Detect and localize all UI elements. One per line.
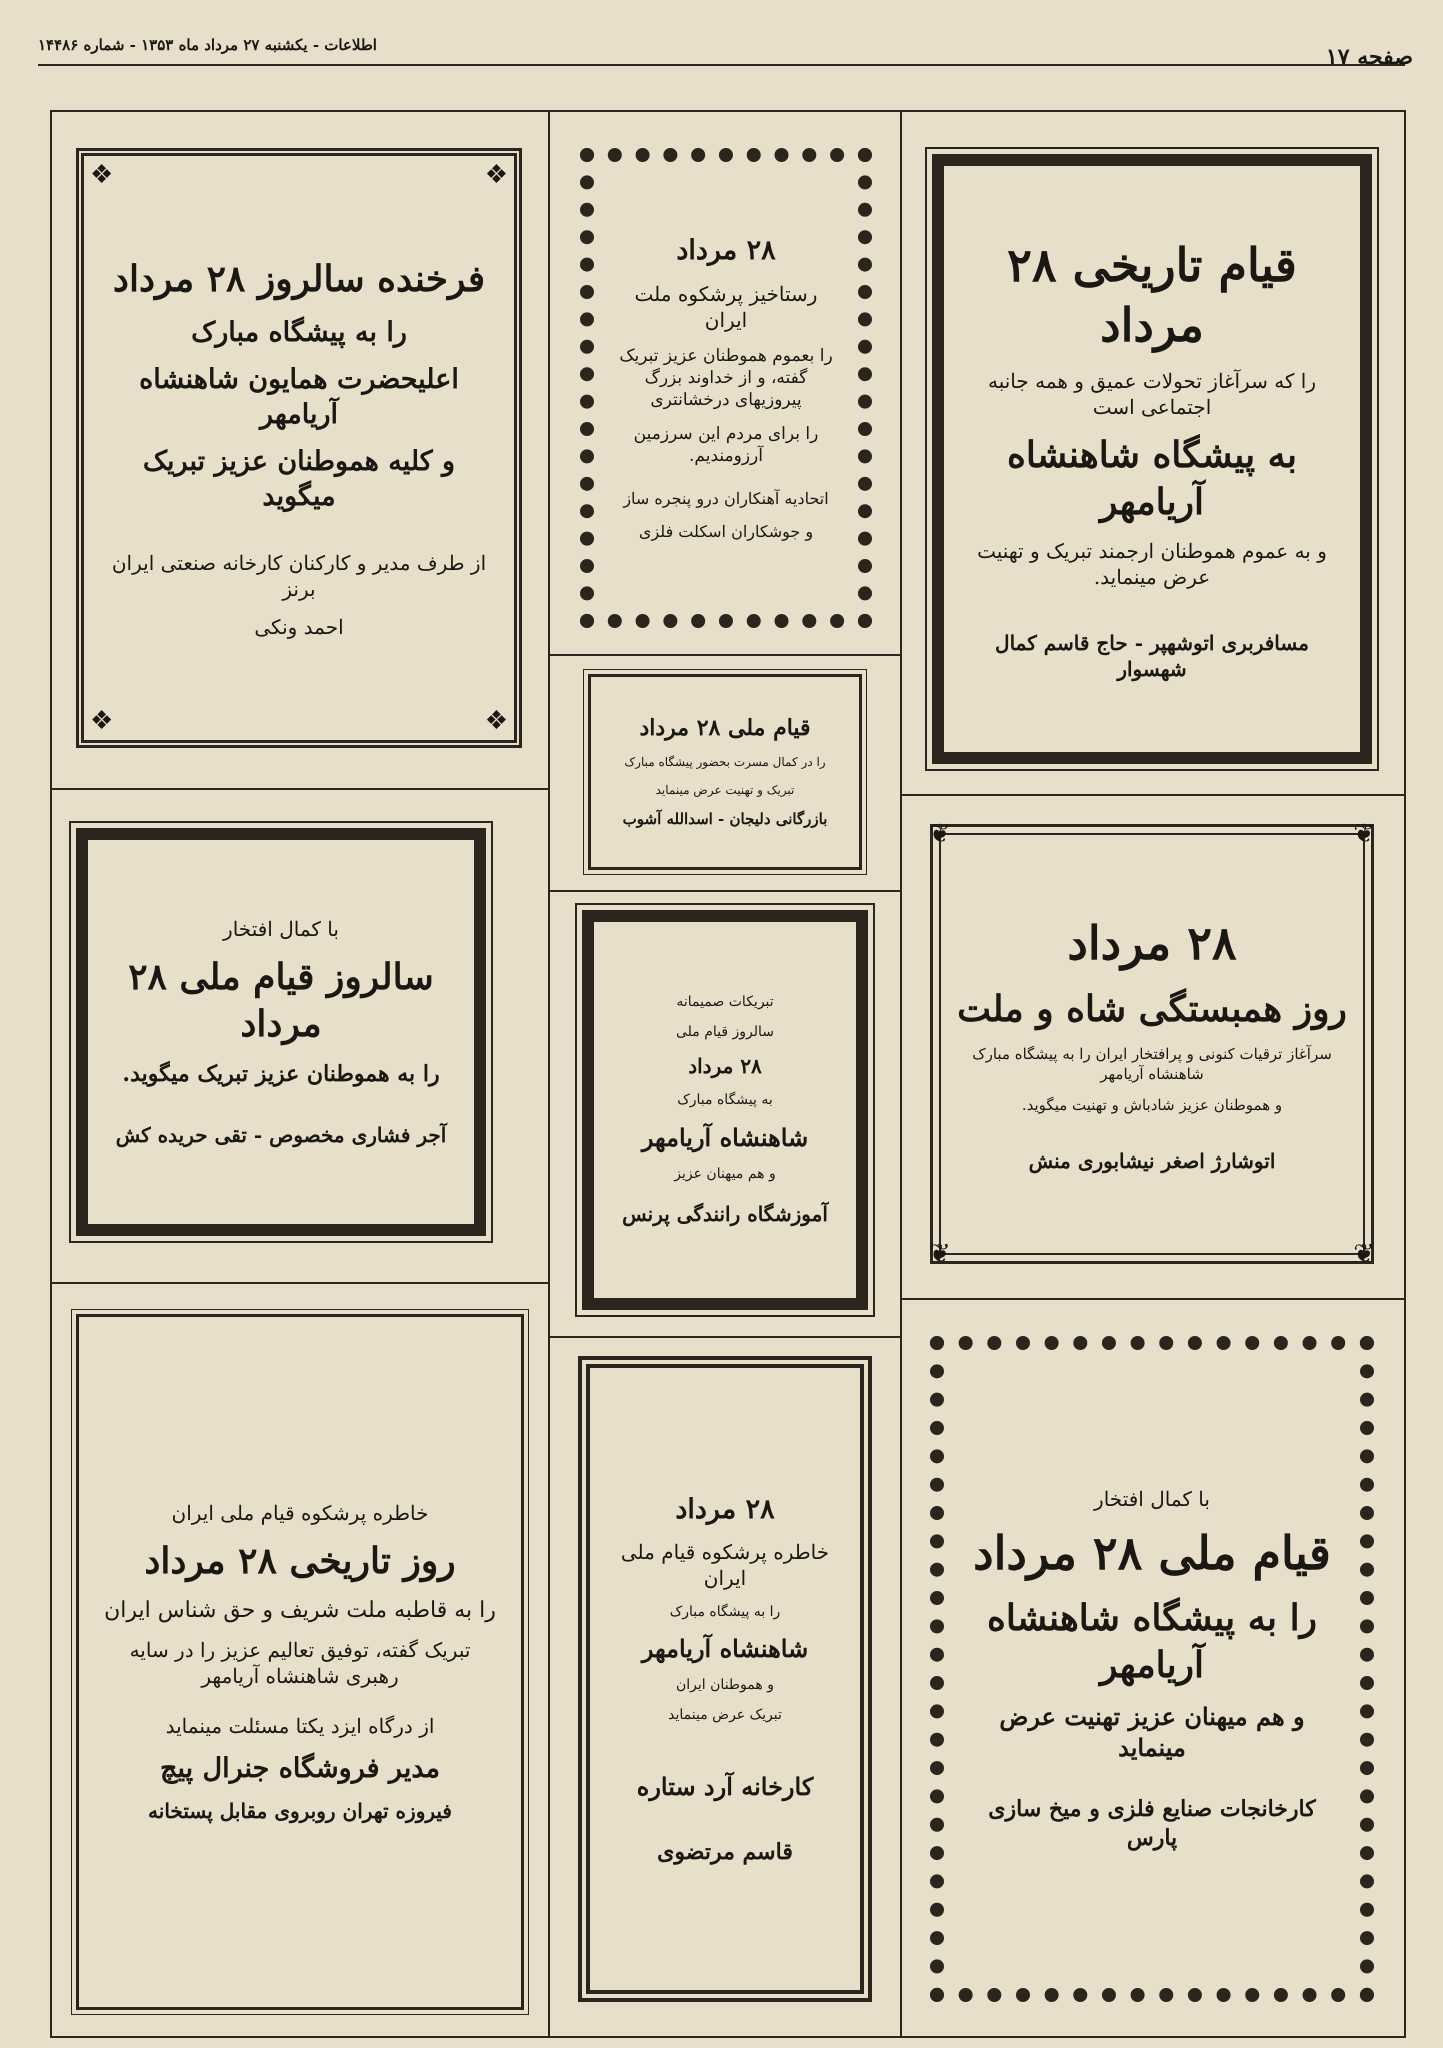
corner-ornament-icon: ❦ [1353,1239,1375,1269]
ad-text: از درگاه ایزد یکتا مسئلت مینماید [165,1714,435,1739]
ad-headline: ۲۸ مرداد [676,235,776,267]
ad-text: را که سرآغاز تحولات عمیق و همه جانبه اجتماعی است [987,369,1317,419]
ad-text: خاطره پرشکوه قیام ملی ایران [171,1500,429,1525]
column-divider [900,112,902,2036]
ad-pressed-brick [76,828,486,1236]
ad-text: سالروز قیام ملی [675,1024,775,1041]
ad-signature: بازرگانی دلیجان - اسدالله آشوب [622,810,828,829]
ad-signature: کارخانجات صنایع فلزی و میخ سازی پارس [988,1796,1316,1851]
ad-headline: قیام ملی ۲۸ مرداد [973,1525,1331,1580]
page-number: صفحه ۱۷ [1325,44,1413,70]
ad-grid [50,110,1406,2038]
ad-shahpar-transport [932,154,1372,764]
ad-text: و هم میهنان عزیز [674,1165,776,1182]
ad-text: و کلیه هموطنان عزیز تبریک میگوید [142,445,456,513]
ad-text: و هموطنان عزیز شادباش و تهنیت میگوید. [1021,1096,1283,1115]
ad-text: و هم میهنان عزیز تهنیت عرض مینماید [999,1701,1305,1763]
ad-text: تبریک گفته، توفیق تعالیم عزیز را در سایه رهبری شاهنشاه آریامهر [129,1638,471,1689]
ad-text: را به هموطنان عزیز تبریک میگوید. [122,1060,440,1087]
ad-text: را در کمال مسرت بحضور پیشگاه مبارک [624,754,826,769]
ad-setareh-flour-mill [578,1356,872,2002]
row-divider [548,654,900,656]
ad-text: و به عموم هموطنان ارجمند تبریک و تهنیت عرض مینماید. [977,538,1327,589]
ad-signature: مدیر فروشگاه جنرال پیچ [160,1753,440,1785]
ad-signature: فیروزه تهران روبروی مقابل پستخانه [148,1799,452,1824]
page-header [0,0,1443,78]
ad-text: را بعموم هموطنان عزیز تبریک گفته، و از خداوند بزرگ پیروزیهای درخشانتری [619,345,833,410]
ad-delijan-trading [588,674,862,870]
ad-signature: آجر فشاری مخصوص - تقی حریده کش [115,1123,447,1148]
masthead-line: اطلاعات - یکشنبه ۲۷ مرداد ماه ۱۳۵۳ - شماره ۱۴۴۸۶ [38,36,377,54]
row-divider [900,1298,1404,1300]
ad-headline: فرخنده سالروز ۲۸ مرداد [112,257,486,300]
corner-ornament-icon: ❦ [1353,819,1375,849]
ad-text: را به قاطبه ملت شریف و حق شناس ایران [104,1597,496,1623]
ad-text: سرآغاز ترقیات کنونی و پرافتخار ایران را به پیشگاه مبارک شاهنشاه آریامهر [972,1045,1332,1083]
ad-text: تبریکات صمیمانه [676,994,774,1011]
ad-prince-driving-school [582,910,868,1310]
ad-headline: سالروز قیام ملی ۲۸ مرداد [128,955,434,1045]
ad-text: را به پیشگاه مبارک [669,1603,781,1620]
column-divider [548,112,550,2036]
ad-text: به پیشگاه شاهنشاه آریامهر [1006,434,1298,523]
ad-text: روز همبستگی شاه و ملت [957,988,1347,1031]
ad-headline: روز تاریخی ۲۸ مرداد [144,1539,456,1582]
corner-ornament-icon: ❖ [484,706,508,736]
ad-text: و هموطنان ایران [676,1677,774,1694]
corner-ornament-icon: ❖ [484,160,508,190]
ad-text: را برای مردم این سرزمین آرزومندیم. [633,423,819,466]
ad-text: شاهنشاه آریامهر [641,1633,809,1663]
ad-text: ۲۸ مرداد [688,1054,762,1079]
ad-headline: ۲۸ مرداد [1067,916,1237,971]
ad-text: رستاخیز پرشکوه ملت ایران [634,281,818,332]
corner-ornament-icon: ❦ [929,1239,951,1269]
ad-headline: قیام ملی ۲۸ مرداد [639,715,811,742]
ad-text: خاطره پرشکوه قیام ملی ایران [620,1539,830,1590]
ad-text: با کمال افتخار [223,916,339,941]
ad-signature: و جوشکاران اسکلت فلزی [638,521,814,541]
ad-blacksmiths-union [580,148,872,628]
ad-signature: اتوشارژ اصغر نیشابوری منش [1028,1148,1276,1173]
row-divider [548,1336,900,1338]
ad-text: را به پیشگاه شاهنشاه آریامهر [987,1597,1317,1687]
ad-pars-metal-industries [930,1336,1374,2002]
ad-headline: ۲۸ مرداد [675,1493,775,1525]
corner-ornament-icon: ❖ [90,160,114,190]
ad-signature: آموزشگاه رانندگی پرنس [622,1201,828,1226]
ad-signature: احمد ونکی [254,615,344,640]
ad-signature: از طرف مدیر و کارکنان کارخانه صنعتی ایران برنز [111,551,487,602]
ad-text: با کمال افتخار [1094,1486,1210,1511]
ad-signature: کارخانه آرد ستاره [636,1771,814,1801]
ad-text: را به پیشگاه مبارک [191,316,407,348]
row-divider [52,788,548,790]
row-divider [548,890,900,892]
ad-headline: شاهنشاه آریامهر [641,1122,809,1152]
row-divider [52,1282,548,1284]
ad-signature: قاسم مرتضوی [657,1838,793,1865]
ad-signature: اتحادیه آهنکاران درو پنجره ساز [623,488,829,508]
ad-signature: مسافربری اتوشهپر - حاج قاسم کمال شهسوار [995,630,1309,681]
corner-ornament-icon: ❦ [929,819,951,849]
ad-general-screw-store [76,1314,524,2010]
ad-headline: قیام تاریخی ۲۸ مرداد [1007,238,1297,353]
ad-text: اعلیحضرت همایون شاهنشاه آریامهر [139,363,459,430]
ad-text: تبریک عرض مینماید [668,1707,782,1724]
ad-autocharge-nishaburi [929,819,1375,1269]
row-divider [900,794,1404,796]
corner-ornament-icon: ❖ [90,706,114,736]
ad-ironworks-bronze [76,148,522,748]
header-rule [38,64,1405,66]
ad-text: به پیشگاه مبارک [677,1092,773,1109]
ad-text: تبریک و تهنیت عرض مینماید [655,782,795,797]
